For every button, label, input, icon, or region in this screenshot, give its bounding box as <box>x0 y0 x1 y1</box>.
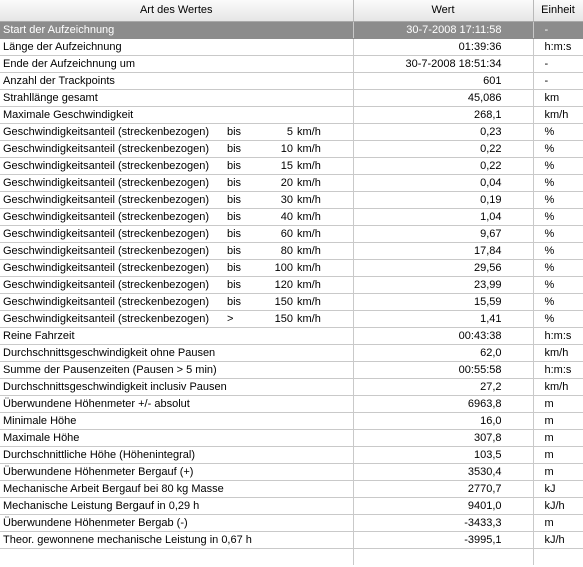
row-threshold: 20 <box>280 176 293 189</box>
row-value: 268,1 <box>353 106 533 123</box>
row-value: -3433,3 <box>353 514 533 531</box>
row-label <box>0 293 353 310</box>
row-value: 62,0 <box>353 344 533 361</box>
row-unit: % <box>533 242 583 259</box>
row-label: Mechanische Arbeit Bergauf bei 80 kg Masse <box>0 480 353 497</box>
row-label-text: Geschwindigkeitsanteil (streckenbezogen) <box>3 227 210 240</box>
row-label-text: Geschwindigkeitsanteil (streckenbezogen) <box>3 176 210 189</box>
table-row[interactable] <box>0 531 583 548</box>
table-row[interactable] <box>0 497 583 514</box>
row-label-text: Geschwindigkeitsanteil (streckenbezogen) <box>3 244 210 257</box>
table-row[interactable] <box>0 191 583 208</box>
row-label-text: Geschwindigkeitsanteil (streckenbezogen) <box>3 125 210 138</box>
column-header-type[interactable]: Art des Wertes <box>0 0 353 21</box>
column-header-unit[interactable]: Einheit <box>533 0 583 21</box>
row-label-text: Geschwindigkeitsanteil (streckenbezogen) <box>3 210 210 223</box>
row-label <box>0 259 353 276</box>
row-operator: bis <box>227 210 242 223</box>
row-threshold-unit: km/h <box>297 193 321 206</box>
row-value: 29,56 <box>353 259 533 276</box>
row-label <box>0 242 353 259</box>
row-unit: h:m:s <box>533 361 583 378</box>
row-value: 30-7-2008 18:51:34 <box>353 55 533 72</box>
row-value: 0,22 <box>353 140 533 157</box>
row-value: 0,22 <box>353 157 533 174</box>
row-threshold: 150 <box>274 312 293 325</box>
row-unit: m <box>533 395 583 412</box>
row-unit: kJ/h <box>533 531 583 548</box>
row-label <box>0 140 353 157</box>
row-threshold: 40 <box>280 210 293 223</box>
row-unit: m <box>533 514 583 531</box>
table-row[interactable] <box>0 38 583 55</box>
row-unit: % <box>533 123 583 140</box>
row-threshold-unit: km/h <box>297 295 321 308</box>
table-row[interactable] <box>0 157 583 174</box>
row-value: 17,84 <box>353 242 533 259</box>
row-value: 1,04 <box>353 208 533 225</box>
table-row[interactable] <box>0 395 583 412</box>
row-unit: h:m:s <box>533 327 583 344</box>
row-value: 0,04 <box>353 174 533 191</box>
row-label: Ende der Aufzeichnung um <box>0 55 353 72</box>
row-unit: kJ <box>533 480 583 497</box>
table-row[interactable] <box>0 293 583 310</box>
row-label <box>0 157 353 174</box>
row-unit: kJ/h <box>533 497 583 514</box>
row-threshold-unit: km/h <box>297 244 321 257</box>
row-label: Start der Aufzeichnung <box>0 21 353 38</box>
row-unit: % <box>533 157 583 174</box>
row-unit: % <box>533 191 583 208</box>
row-unit: % <box>533 310 583 327</box>
row-unit: m <box>533 446 583 463</box>
row-operator: bis <box>227 244 242 257</box>
row-operator: > <box>227 312 234 325</box>
empty-row <box>0 548 583 565</box>
row-value: 23,99 <box>353 276 533 293</box>
row-label <box>0 276 353 293</box>
row-value: 27,2 <box>353 378 533 395</box>
row-value: 2770,7 <box>353 480 533 497</box>
row-threshold-unit: km/h <box>297 142 321 155</box>
row-unit: km/h <box>533 378 583 395</box>
row-value: 1,41 <box>353 310 533 327</box>
row-value: 3530,4 <box>353 463 533 480</box>
row-threshold: 10 <box>280 142 293 155</box>
row-label: Anzahl der Trackpoints <box>0 72 353 89</box>
table-row[interactable] <box>0 208 583 225</box>
row-operator: bis <box>227 193 242 206</box>
row-unit: km <box>533 89 583 106</box>
row-threshold: 5 <box>286 125 293 138</box>
row-label-text: Geschwindigkeitsanteil (streckenbezogen) <box>3 278 210 291</box>
table-row[interactable] <box>0 412 583 429</box>
row-unit: % <box>533 225 583 242</box>
row-value: 0,23 <box>353 123 533 140</box>
row-unit: h:m:s <box>533 38 583 55</box>
empty-cell <box>0 548 353 565</box>
row-label <box>0 123 353 140</box>
row-label-text: Geschwindigkeitsanteil (streckenbezogen) <box>3 261 210 274</box>
row-operator: bis <box>227 142 242 155</box>
table-row[interactable] <box>0 463 583 480</box>
row-threshold-unit: km/h <box>297 278 321 291</box>
row-value: 9,67 <box>353 225 533 242</box>
row-value: 9401,0 <box>353 497 533 514</box>
table-row[interactable] <box>0 21 583 38</box>
row-label <box>0 208 353 225</box>
row-label: Theor. gewonnene mechanische Leistung in 0,67 h <box>0 531 353 548</box>
row-value: 01:39:36 <box>353 38 533 55</box>
row-unit: km/h <box>533 106 583 123</box>
row-threshold: 150 <box>274 295 293 308</box>
row-label-text: Geschwindigkeitsanteil (streckenbezogen) <box>3 312 210 325</box>
table-row[interactable] <box>0 174 583 191</box>
table-row[interactable] <box>0 310 583 327</box>
table-row[interactable] <box>0 514 583 531</box>
row-label: Überwundene Höhenmeter Bergab (-) <box>0 514 353 531</box>
row-unit: % <box>533 259 583 276</box>
row-value: 30-7-2008 17:11:58 <box>353 21 533 38</box>
row-label: Länge der Aufzeichnung <box>0 38 353 55</box>
row-value: 16,0 <box>353 412 533 429</box>
row-label: Minimale Höhe <box>0 412 353 429</box>
column-header-value[interactable]: Wert <box>353 0 533 21</box>
row-unit: - <box>533 55 583 72</box>
row-threshold-unit: km/h <box>297 125 321 138</box>
row-threshold-unit: km/h <box>297 176 321 189</box>
row-label: Maximale Geschwindigkeit <box>0 106 353 123</box>
row-label: Durchschnittliche Höhe (Höhenintegral) <box>0 446 353 463</box>
row-label: Strahllänge gesamt <box>0 89 353 106</box>
row-operator: bis <box>227 159 242 172</box>
row-value: 00:55:58 <box>353 361 533 378</box>
row-unit: % <box>533 140 583 157</box>
row-label: Summe der Pausenzeiten (Pausen > 5 min) <box>0 361 353 378</box>
row-label <box>0 310 353 327</box>
row-label: Überwundene Höhenmeter +/- absolut <box>0 395 353 412</box>
row-unit: % <box>533 293 583 310</box>
row-unit: km/h <box>533 344 583 361</box>
table-row[interactable] <box>0 276 583 293</box>
row-value: 307,8 <box>353 429 533 446</box>
row-operator: bis <box>227 261 242 274</box>
table-row[interactable] <box>0 225 583 242</box>
row-label: Durchschnittsgeschwindigkeit ohne Pausen <box>0 344 353 361</box>
row-unit: m <box>533 429 583 446</box>
table-row[interactable] <box>0 123 583 140</box>
table-row[interactable] <box>0 259 583 276</box>
row-threshold-unit: km/h <box>297 312 321 325</box>
table-row[interactable] <box>0 327 583 344</box>
table-row[interactable] <box>0 72 583 89</box>
row-unit: % <box>533 174 583 191</box>
table-row[interactable] <box>0 480 583 497</box>
row-operator: bis <box>227 278 242 291</box>
table-row[interactable] <box>0 361 583 378</box>
row-operator: bis <box>227 176 242 189</box>
row-operator: bis <box>227 227 242 240</box>
empty-cell <box>353 548 533 565</box>
row-label: Überwundene Höhenmeter Bergauf (+) <box>0 463 353 480</box>
table-row[interactable] <box>0 429 583 446</box>
header-row <box>0 0 583 21</box>
row-value: 45,086 <box>353 89 533 106</box>
row-value: 103,5 <box>353 446 533 463</box>
row-label-text: Geschwindigkeitsanteil (streckenbezogen) <box>3 193 210 206</box>
row-label <box>0 174 353 191</box>
row-label: Reine Fahrzeit <box>0 327 353 344</box>
empty-cell <box>533 548 583 565</box>
row-unit: m <box>533 412 583 429</box>
row-label-text: Geschwindigkeitsanteil (streckenbezogen) <box>3 295 210 308</box>
row-threshold: 120 <box>274 278 293 291</box>
table-row[interactable] <box>0 106 583 123</box>
row-threshold: 100 <box>274 261 293 274</box>
row-threshold-unit: km/h <box>297 159 321 172</box>
row-threshold: 15 <box>280 159 293 172</box>
row-label: Durchschnittsgeschwindigkeit inclusiv Pausen <box>0 378 353 395</box>
table-row[interactable] <box>0 242 583 259</box>
row-unit: % <box>533 208 583 225</box>
row-value: 6963,8 <box>353 395 533 412</box>
row-operator: bis <box>227 125 242 138</box>
row-label <box>0 191 353 208</box>
row-unit: - <box>533 21 583 38</box>
row-label: Mechanische Leistung Bergauf in 0,29 h <box>0 497 353 514</box>
table-row[interactable] <box>0 89 583 106</box>
table-row[interactable] <box>0 55 583 72</box>
row-value: -3995,1 <box>353 531 533 548</box>
row-value: 00:43:38 <box>353 327 533 344</box>
row-threshold-unit: km/h <box>297 227 321 240</box>
row-label-text: Geschwindigkeitsanteil (streckenbezogen) <box>3 142 210 155</box>
row-value: 0,19 <box>353 191 533 208</box>
row-threshold: 30 <box>280 193 293 206</box>
row-operator: bis <box>227 295 242 308</box>
row-threshold: 60 <box>280 227 293 240</box>
row-label: Maximale Höhe <box>0 429 353 446</box>
row-unit: m <box>533 463 583 480</box>
table-row[interactable] <box>0 446 583 463</box>
table-row[interactable] <box>0 344 583 361</box>
row-label-text: Geschwindigkeitsanteil (streckenbezogen) <box>3 159 210 172</box>
row-threshold-unit: km/h <box>297 210 321 223</box>
table-row[interactable] <box>0 140 583 157</box>
row-value: 601 <box>353 72 533 89</box>
row-unit: - <box>533 72 583 89</box>
row-unit: % <box>533 276 583 293</box>
table-row[interactable] <box>0 378 583 395</box>
row-label <box>0 225 353 242</box>
row-threshold: 80 <box>280 244 293 257</box>
row-value: 15,59 <box>353 293 533 310</box>
row-threshold-unit: km/h <box>297 261 321 274</box>
